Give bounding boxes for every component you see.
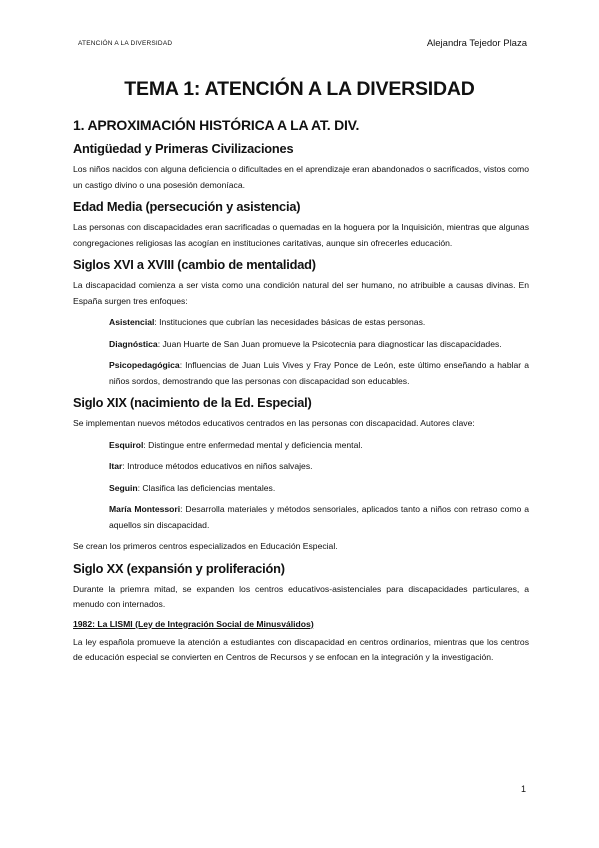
heading-edad-media: Edad Media (persecución y asistencia) — [73, 199, 301, 214]
list-item — [73, 438, 529, 454]
running-header-left: ATENCIÓN A LA DIVERSIDAD — [78, 40, 173, 47]
list-item — [73, 358, 529, 389]
list-item — [73, 315, 529, 331]
term-label: Itar — [109, 461, 123, 471]
term-label: Diagnóstica — [109, 338, 158, 349]
term-label: Asistencial — [109, 317, 155, 327]
heading-siglo-xx: Siglo XX (expansión y proliferación) — [73, 560, 285, 576]
list-item — [73, 481, 529, 497]
term-description: : Distingue entre enfermedad mental y deficiencia mental. — [143, 439, 363, 450]
term-label: Psicopedagógica — [109, 360, 180, 370]
term-description: : Influencias de Juan Luis Vives y Fray Ponce de León, este último enseñando a hablar a niños sordos, demostrando que las personas con discapacidad son educables. — [109, 360, 529, 386]
term-label: Seguin — [109, 482, 138, 493]
term-description: : Juan Huarte de San Juan promueve la Psicotecnia para diagnosticar las discapacidades. — [157, 338, 502, 349]
running-header-author: Alejandra Tejedor Plaza — [426, 38, 527, 49]
paragraph-siglo-xx: Durante la priemra mitad, se expanden los centros educativos-asistenciales para discapacidades particulares, a menudo con internados. — [73, 583, 529, 609]
subheading-lismi: 1982: La LISMI (Ley de Integración Social de Minusválidos) — [73, 618, 314, 629]
term-label: Esquirol — [109, 439, 144, 450]
document-body — [73, 117, 529, 672]
section-heading: 1. APROXIMACIÓN HISTÓRICA A LA AT. DIV. — [73, 117, 360, 133]
list-item — [73, 337, 529, 353]
term-description: : Introduce métodos educativos en niños salvajes. — [122, 461, 313, 471]
list-item — [73, 502, 529, 533]
term-description: : Clasifica las deficiencias mentales. — [137, 482, 276, 493]
paragraph-edad-media: Las personas con discapacidades eran sacrificadas o quemadas en la hoguera por la Inquisición, mientras que algunas congregaciones religiosas las acogían en instituciones caritativas, aunque sin ofrecerles educación. — [73, 222, 529, 248]
term-description: : Instituciones que cubrían las necesidades básicas de estas personas. — [154, 317, 426, 327]
paragraph-lismi: La ley española promueve la atención a estudiantes con discapacidad en centros ordinarios, mientras que los centros de educación especial se convierten en Centros de Recursos y se enfocan en la integración y la investigación. — [73, 636, 529, 662]
term-description: : Desarrolla materiales y métodos sensoriales, aplicados tanto a niños con retraso como a aquellos sin discapacidad. — [109, 504, 529, 530]
paragraph-antiguedad: Los niños nacidos con alguna deficiencia o dificultades en el aprendizaje eran abandonados o sacrificados, vistos como un castigo divino o una posesión demoníaca. — [73, 164, 529, 190]
page-number: 1 — [520, 784, 526, 794]
list-item — [73, 459, 529, 475]
paragraph-siglo-xix: Se implementan nuevos métodos educativos centrados en las personas con discapacidad. Autores clave: — [73, 418, 475, 428]
term-label: María Montessori — [109, 504, 181, 514]
paragraph-siglo-xix-closing: Se crean los primeros centros especializados en Educación Especial. — [73, 541, 338, 551]
page-title: TEMA 1: ATENCIÓN A LA DIVERSIDAD — [124, 78, 475, 100]
heading-siglo-xix: Siglo XIX (nacimiento de la Ed. Especial) — [73, 395, 312, 410]
heading-siglos-xvi-xviii: Siglos XVI a XVIII (cambio de mentalidad) — [73, 257, 316, 272]
heading-antiguedad: Antigüedad y Primeras Civilizaciones — [73, 141, 294, 156]
paragraph-siglos-xvi-xviii: La discapacidad comienza a ser vista como una condición natural del ser humano, no atribuible a causas divinas. En España surgen tres enfoques: — [73, 280, 529, 306]
